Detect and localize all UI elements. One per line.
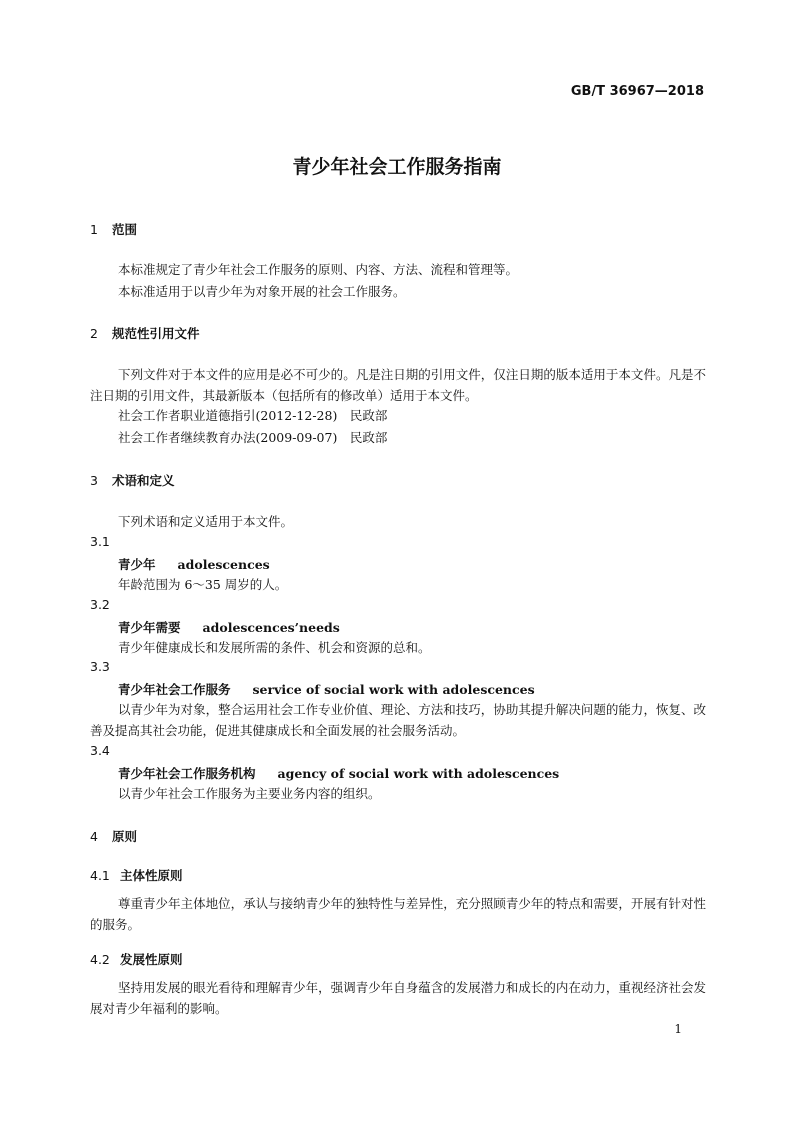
page-number: 1 xyxy=(674,1022,682,1036)
subsection-4-2-heading xyxy=(90,950,183,968)
section-1-heading xyxy=(90,220,137,238)
reference-item: 社会工作者职业道德指引(2012-12-28) 民政部 xyxy=(118,408,388,423)
subsection-4-1-heading xyxy=(90,866,183,884)
term-number: 3.4 xyxy=(90,743,110,758)
document-title: 青少年社会工作服务指南 xyxy=(292,156,502,178)
subsection-title: 发展性原则 xyxy=(120,952,183,967)
term-definition: 青少年健康成长和发展所需的条件、机会和资源的总和。 xyxy=(118,640,431,655)
section-4-heading xyxy=(90,827,137,845)
term-number: 3.1 xyxy=(90,534,110,549)
section-title: 原则 xyxy=(112,829,138,844)
section-number: 1 xyxy=(90,222,98,237)
section-number: 4 xyxy=(90,829,98,844)
term-number: 3.3 xyxy=(90,659,110,674)
term-chinese: 青少年需要 xyxy=(118,620,181,635)
term-chinese: 青少年社会工作服务 xyxy=(118,682,231,697)
section-title: 规范性引用文件 xyxy=(112,326,200,341)
term-entry xyxy=(118,764,559,782)
term-entry xyxy=(118,618,340,636)
paragraph: 下列术语和定义适用于本文件。 xyxy=(118,514,294,529)
section-title: 范围 xyxy=(112,222,138,237)
subsection-number: 4.1 xyxy=(90,868,110,883)
subsection-title: 主体性原则 xyxy=(120,868,183,883)
term-english: service of social work with adolescences xyxy=(252,682,535,697)
term-entry xyxy=(118,555,270,573)
term-number: 3.2 xyxy=(90,597,110,612)
term-english: agency of social work with adolescences xyxy=(277,766,560,781)
section-number: 3 xyxy=(90,473,98,488)
term-definition: 以青少年社会工作服务为主要业务内容的组织。 xyxy=(118,786,381,801)
paragraph: 本标准规定了青少年社会工作服务的原则、内容、方法、流程和管理等。 xyxy=(118,262,519,277)
paragraph: 下列文件对于本文件的应用是必不可少的。凡是注日期的引用文件，仅注日期的版本适用于本文件。凡是不注日期的引用文件，其最新版本（包括所有的修改单）适用于本文件。 xyxy=(90,367,706,403)
standard-code: GB/T 36967—2018 xyxy=(570,84,704,99)
paragraph: 尊重青少年主体地位，承认与接纳青少年的独特性与差异性，充分照顾青少年的特点和需要，开展有针对性的服务。 xyxy=(90,896,706,932)
term-chinese: 青少年社会工作服务机构 xyxy=(118,766,256,781)
term-definition: 年龄范围为 6～35 周岁的人。 xyxy=(118,577,288,592)
paragraph: 本标准适用于以青少年为对象开展的社会工作服务。 xyxy=(118,284,406,299)
section-2-heading xyxy=(90,324,200,342)
reference-item: 社会工作者继续教育办法(2009-09-07) 民政部 xyxy=(118,430,388,445)
term-english: adolescences’needs xyxy=(202,620,340,635)
section-number: 2 xyxy=(90,326,98,341)
term-chinese: 青少年 xyxy=(118,557,156,572)
term-entry xyxy=(118,680,535,698)
section-3-heading xyxy=(90,471,175,489)
subsection-number: 4.2 xyxy=(90,952,110,967)
section-title: 术语和定义 xyxy=(112,473,175,488)
term-definition: 以青少年为对象，整合运用社会工作专业价值、理论、方法和技巧，协助其提升解决问题的能力，恢复、改善及提高其社会功能，促进其健康成长和全面发展的社会服务活动。 xyxy=(90,702,706,738)
paragraph: 坚持用发展的眼光看待和理解青少年，强调青少年自身蕴含的发展潜力和成长的内在动力，重视经济社会发展对青少年福利的影响。 xyxy=(90,980,706,1016)
term-english: adolescences xyxy=(177,557,270,572)
